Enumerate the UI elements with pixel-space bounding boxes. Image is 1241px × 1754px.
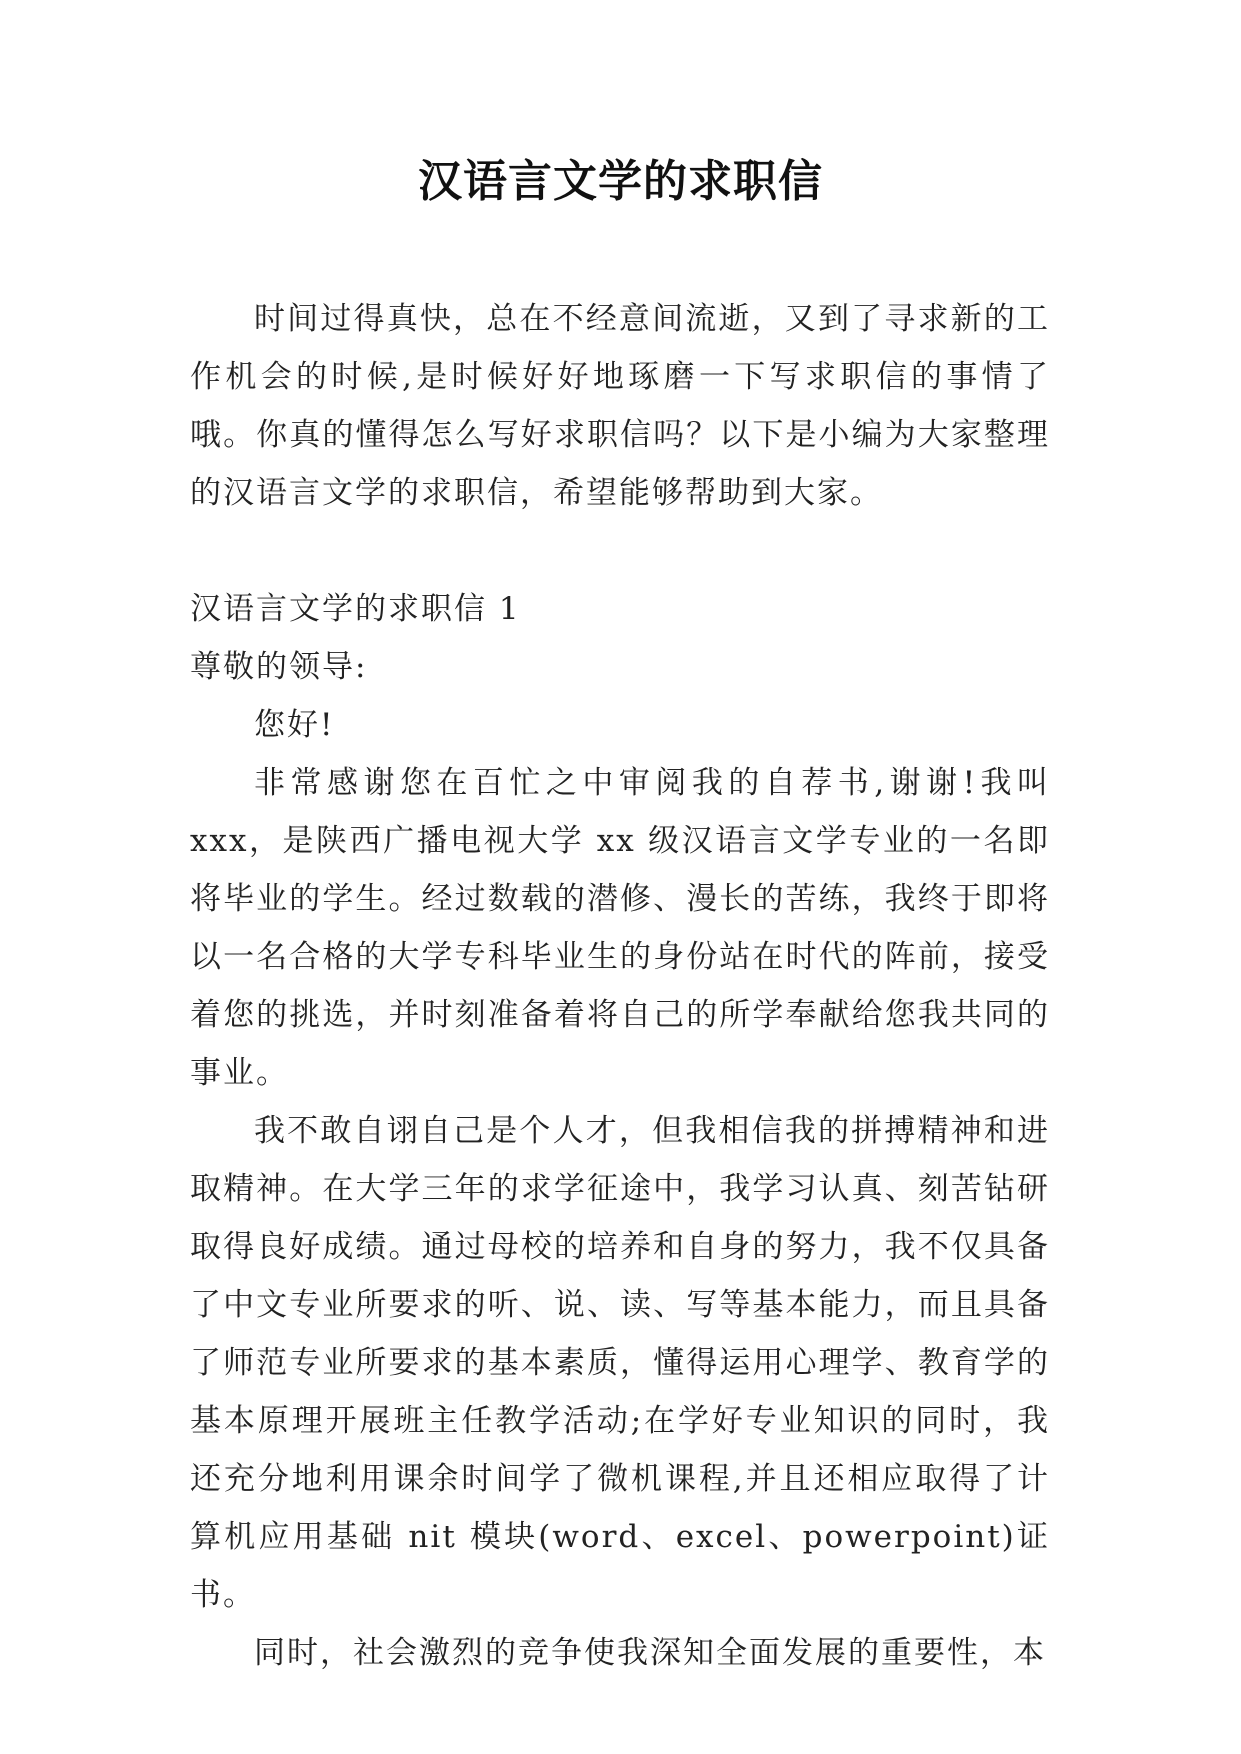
document-body: [190, 290, 1050, 1682]
body-paragraph-3: 同时，社会激烈的竞争使我深知全面发展的重要性，本: [254, 1635, 1046, 1671]
document-title: 汉语言文学的求职信: [418, 156, 823, 207]
salutation: 尊敬的领导:: [190, 649, 368, 685]
intro-paragraph: 时间过得真快，总在不经意间流逝，又到了寻求新的工作机会的时候,是时候好好地琢磨一下写求职信的事情了哦。你真的懂得怎么写好求职信吗？以下是小编为大家整理的汉语言文学的求职信，希望能够帮助到大家。: [190, 301, 1050, 511]
section-heading: 汉语言文学的求职信 1: [190, 591, 521, 627]
body-paragraph-2: 我不敢自诩自己是个人才，但我相信我的拼搏精神和进取精神。在大学三年的求学征途中，我学习认真、刻苦钻研取得良好成绩。通过母校的培养和自身的努力，我不仅具备了中文专业所要求的听、说、读、写等基本能力，而且具备了师范专业所要求的基本素质，懂得运用心理学、教育学的基本原理开展班主任教学活动;在学好专业知识的同时，我还充分地利用课余时间学了微机课程,并且还相应取得了计算机应用基础 nit 模块(word、excel、powerpoint)证书。: [190, 1113, 1050, 1613]
body-paragraph-1: 非常感谢您在百忙之中审阅我的自荐书,谢谢!我叫 xxx，是陕西广播电视大学 xx 级汉语言文学专业的一名即将毕业的学生。经过数载的潜修、漫长的苦练，我终于即将以一名合格的大学专科毕业生的身份站在时代的阵前，接受着您的挑选，并时刻准备着将自己的所学奉献给您我共同的事业。: [190, 765, 1050, 1091]
greeting: 您好!: [254, 707, 335, 743]
